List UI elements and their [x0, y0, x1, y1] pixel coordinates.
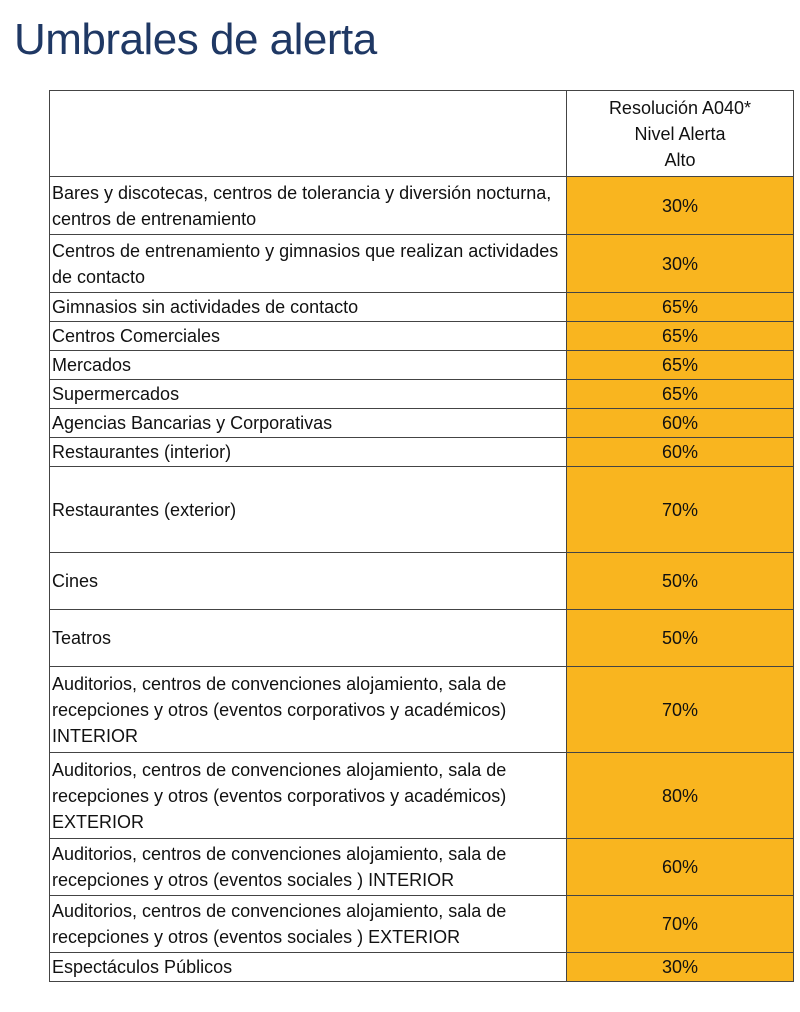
row-label: Centros Comerciales — [50, 322, 567, 351]
row-label: Centros de entrenamiento y gimnasios que realizan actividades de contacto — [50, 235, 567, 293]
row-label: Cines — [50, 553, 567, 610]
row-value: 65% — [567, 380, 794, 409]
row-label: Teatros — [50, 610, 567, 667]
table-row — [50, 896, 794, 953]
row-value: 50% — [567, 610, 794, 667]
row-value: 60% — [567, 839, 794, 896]
table-row — [50, 753, 794, 839]
row-value: 65% — [567, 351, 794, 380]
row-value: 60% — [567, 409, 794, 438]
row-label: Auditorios, centros de convenciones alojamiento, sala de recepciones y otros (eventos corporativos y académicos) INTERIOR — [50, 667, 567, 753]
table-row — [50, 438, 794, 467]
row-value: 65% — [567, 293, 794, 322]
table-row — [50, 351, 794, 380]
row-value: 50% — [567, 553, 794, 610]
header-empty-cell — [50, 91, 567, 177]
table-header-row — [50, 91, 794, 177]
column-header — [567, 91, 794, 177]
table-row — [50, 667, 794, 753]
row-label: Bares y discotecas, centros de tolerancia y diversión nocturna, centros de entrenamiento — [50, 177, 567, 235]
page-title: Umbrales de alerta — [14, 15, 377, 64]
row-label: Espectáculos Públicos — [50, 953, 567, 982]
row-label: Auditorios, centros de convenciones alojamiento, sala de recepciones y otros (eventos sociales ) EXTERIOR — [50, 896, 567, 953]
column-header-line-2: Nivel Alerta — [634, 123, 726, 144]
threshold-table — [49, 90, 794, 982]
row-label: Restaurantes (interior) — [50, 438, 567, 467]
table-row — [50, 553, 794, 610]
row-value: 60% — [567, 438, 794, 467]
row-value: 70% — [567, 467, 794, 553]
row-value: 30% — [567, 953, 794, 982]
row-label: Gimnasios sin actividades de contacto — [50, 293, 567, 322]
table-row — [50, 322, 794, 351]
row-value: 30% — [567, 235, 794, 293]
row-label: Auditorios, centros de convenciones alojamiento, sala de recepciones y otros (eventos corporativos y académicos) EXTERIOR — [50, 753, 567, 839]
column-header-line-3: Alto — [664, 149, 696, 170]
row-value: 70% — [567, 667, 794, 753]
table-row — [50, 293, 794, 322]
row-value: 65% — [567, 322, 794, 351]
table-row — [50, 839, 794, 896]
table-row — [50, 177, 794, 235]
table-row — [50, 409, 794, 438]
row-value: 30% — [567, 177, 794, 235]
row-label: Restaurantes (exterior) — [50, 467, 567, 553]
table-row — [50, 953, 794, 982]
table-row — [50, 380, 794, 409]
row-label: Auditorios, centros de convenciones alojamiento, sala de recepciones y otros (eventos sociales ) INTERIOR — [50, 839, 567, 896]
row-value: 80% — [567, 753, 794, 839]
table-row — [50, 467, 794, 553]
row-label: Supermercados — [50, 380, 567, 409]
row-label: Agencias Bancarias y Corporativas — [50, 409, 567, 438]
column-header-line-1: Resolución A040* — [608, 97, 752, 118]
table-row — [50, 610, 794, 667]
row-label: Mercados — [50, 351, 567, 380]
row-value: 70% — [567, 896, 794, 953]
table-row — [50, 235, 794, 293]
